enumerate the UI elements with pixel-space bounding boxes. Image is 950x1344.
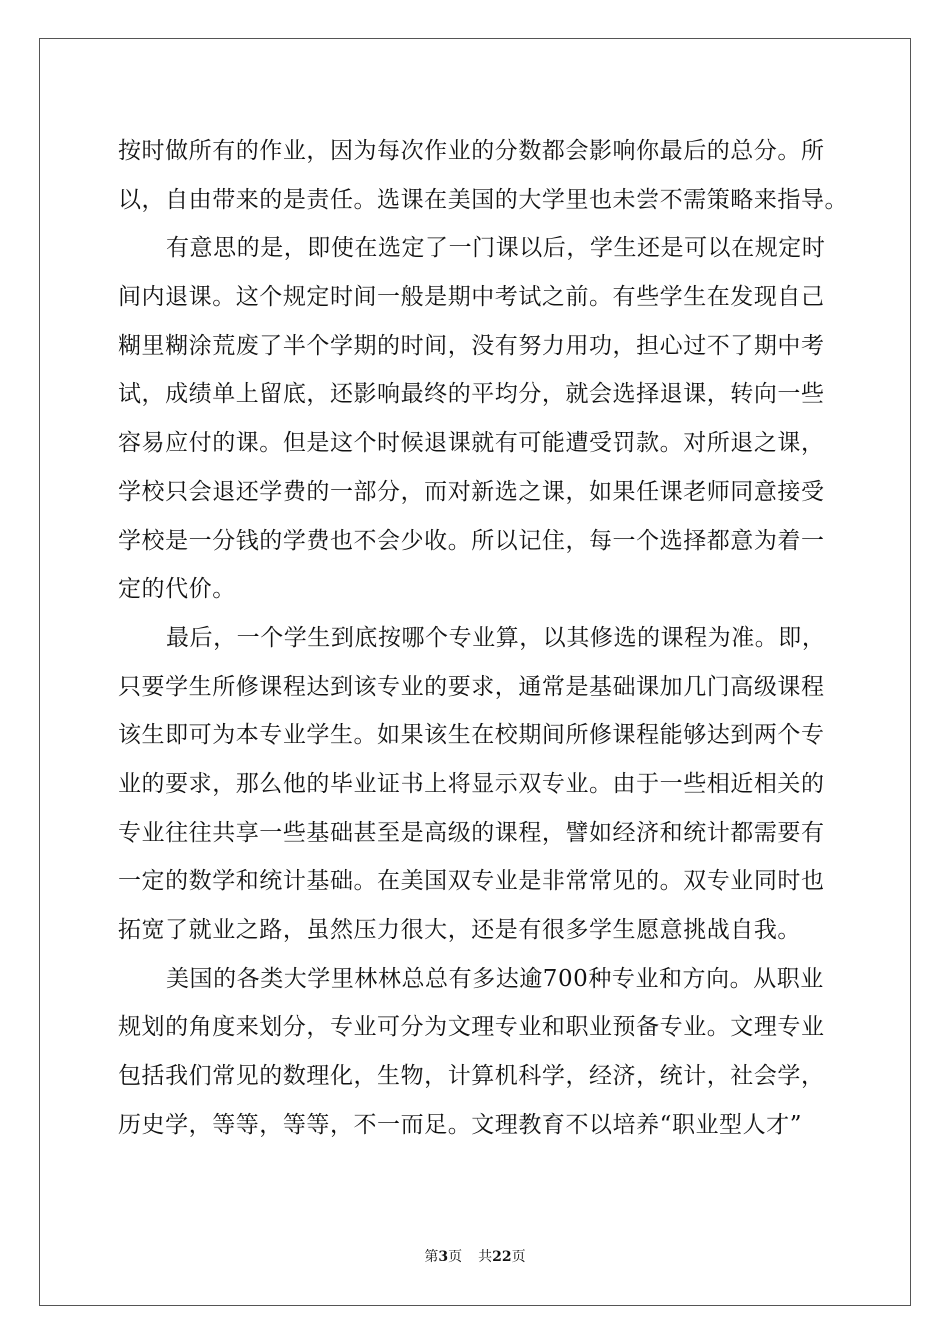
total-suffix: 页 bbox=[511, 1249, 526, 1265]
text-line: 糊里糊涂荒废了半个学期的时间，没有努力用功，担心过不了期中考 bbox=[118, 332, 825, 359]
page-number: 3 bbox=[438, 1249, 449, 1265]
text-line: 美国的各类大学里林林总总有多达逾700种专业和方向。从职业 bbox=[166, 965, 824, 992]
text-line: 业的要求，那么他的毕业证书上将显示双专业。由于一些相近相关的 bbox=[118, 770, 825, 797]
text-line: 按时做所有的作业，因为每次作业的分数都会影响你最后的总分。所 bbox=[118, 138, 825, 164]
document-body bbox=[118, 127, 849, 1149]
text-line: 以，自由带来的是责任。选课在美国的大学里也未尝不需策略来指导。 bbox=[118, 186, 849, 213]
text-line: 拓宽了就业之路，虽然压力很大，还是有很多学生愿意挑战自我。 bbox=[118, 917, 801, 943]
text-line: 间内退课。这个规定时间一般是期中考试之前。有些学生在发现自己 bbox=[118, 284, 825, 311]
page-footer bbox=[0, 1248, 950, 1266]
text-line: 只要学生所修课程达到该专业的要求，通常是基础课加几门高级课程 bbox=[118, 673, 825, 700]
page-suffix: 页 bbox=[448, 1249, 463, 1265]
text-line: 规划的角度来划分，专业可分为文理专业和职业预备专业。文理专业 bbox=[118, 1014, 825, 1041]
text-line: 历史学，等等，等等，不一而足。文理教育不以培养“职业型人才” bbox=[118, 1111, 803, 1138]
text-line: 容易应付的课。但是这个时候退课就有可能遭受罚款。对所退之课， bbox=[118, 430, 825, 457]
text-line: 试，成绩单上留底，还影响最终的平均分，就会选择退课，转向一些 bbox=[118, 381, 825, 408]
total-prefix: 共 bbox=[478, 1249, 493, 1265]
text-line: 有意思的是，即使在选定了一门课以后，学生还是可以在规定时 bbox=[166, 235, 826, 262]
page-prefix: 第 bbox=[424, 1249, 439, 1265]
text-line: 最后，一个学生到底按哪个专业算，以其修选的课程为准。即， bbox=[166, 624, 826, 651]
text-line: 一定的数学和统计基础。在美国双专业是非常常见的。双专业同时也 bbox=[118, 868, 825, 895]
text-line: 专业往往共享一些基础甚至是高级的课程，譬如经济和统计都需要有 bbox=[118, 819, 825, 846]
total-pages: 22 bbox=[492, 1249, 512, 1265]
text-line: 学校是一分钱的学费也不会少收。所以记住，每一个选择都意为着一 bbox=[118, 527, 825, 554]
text-line: 定的代价。 bbox=[118, 576, 236, 603]
text-line: 包括我们常见的数理化，生物，计算机科学，经济，统计，社会学， bbox=[118, 1063, 825, 1090]
text-line: 学校只会退还学费的一部分，而对新选之课，如果任课老师同意接受 bbox=[118, 478, 825, 505]
text-line: 该生即可为本专业学生。如果该生在校期间所修课程能够达到两个专 bbox=[118, 722, 825, 749]
